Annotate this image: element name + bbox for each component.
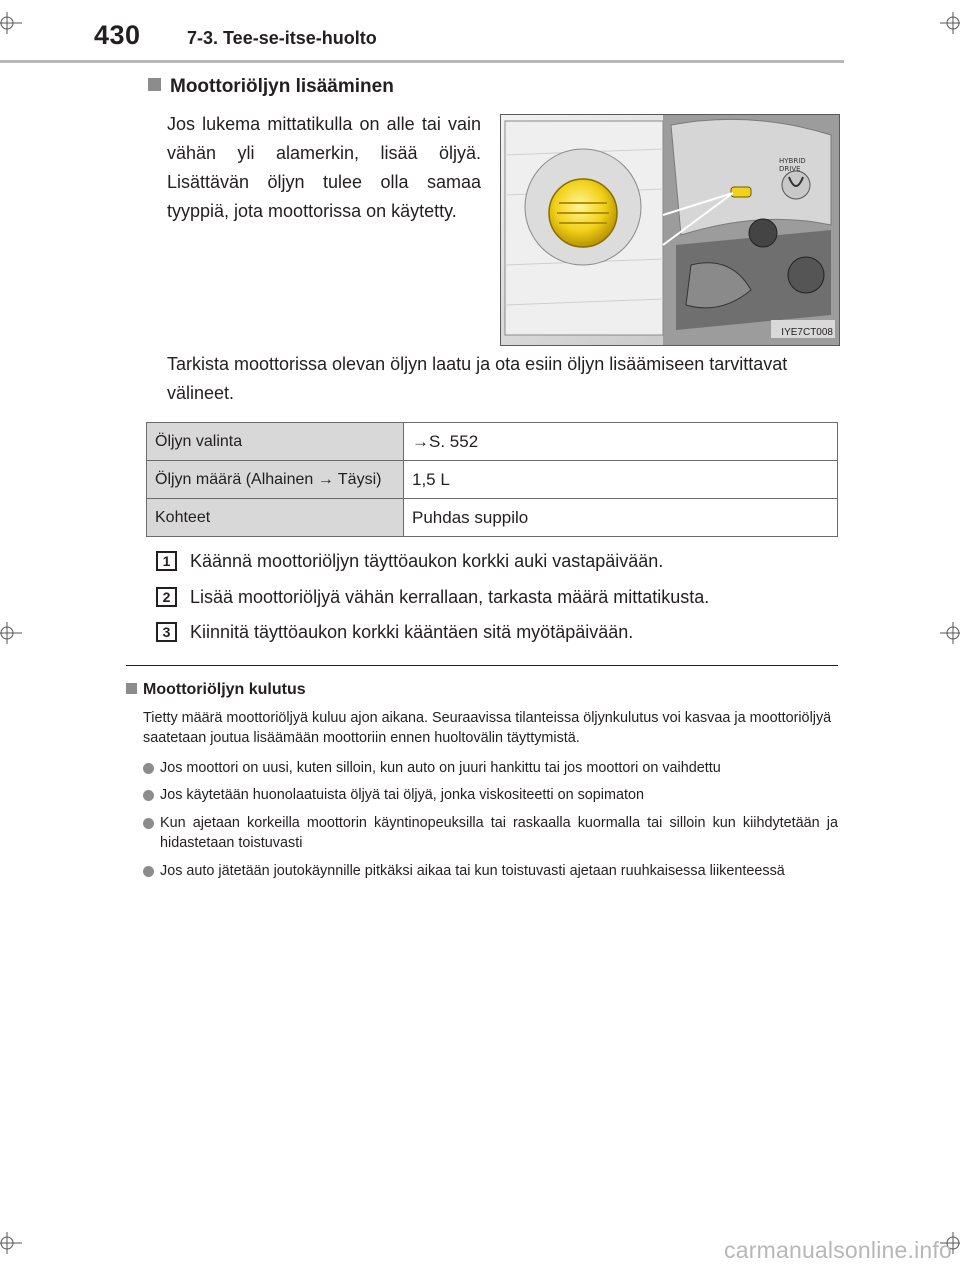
step-number: 2 [156,587,177,607]
section-title-text: Moottoriöljyn lisääminen [170,76,394,97]
table-value: 1,5 L [404,461,838,499]
bullet-dot-icon [143,866,154,877]
list-item-text: Jos auto jätetään joutokäynnille pitkäksi aikaa tai kun toistuvasti ajetaan ruuhkaisessa liikenteessä [160,863,785,879]
bullet-dot-icon [143,818,154,829]
svg-text:DRIVE: DRIVE [779,165,801,173]
spec-table [146,422,838,537]
list-item-text: Kun ajetaan korkeilla moottorin käyntinopeuksilla tai raskaalla kuormalla tai silloin kun kiihdytetään ja hidastetaan toistuvasti [160,815,838,851]
page-number: 430 [94,20,141,50]
step-text: Käännä moottoriöljyn täyttöaukon korkki auki vastapäivään. [190,551,664,571]
square-bullet-icon [126,683,137,694]
check-paragraph: Tarkista moottorissa olevan öljyn laatu ja ota esiin öljyn lisäämiseen tarvittavat välineet. [167,354,788,403]
list-item [143,785,838,805]
note-title [126,681,306,699]
crop-mark-icon [0,622,22,644]
section-divider [126,665,838,666]
bullet-dot-icon [143,763,154,774]
step-item [156,551,663,572]
watermark: carmanualsonline.info [724,1237,952,1263]
svg-text:HYBRID: HYBRID [779,157,806,165]
crop-mark-icon [940,12,960,34]
table-row [147,423,838,461]
table-label: Öljyn valinta [147,423,404,461]
header-rule [0,60,844,63]
oil-cap-figure [500,114,840,346]
step-number: 3 [156,622,177,642]
crop-mark-icon [0,12,22,34]
note-title-text: Moottoriöljyn kulutus [143,681,306,698]
table-value: Puhdas suppilo [404,499,838,537]
step-number: 1 [156,551,177,571]
figure-code: IYE7CT008 [781,327,833,338]
chapter-title: 7-3. Tee-se-itse-huolto [187,28,377,48]
table-row [147,461,838,499]
table-row [147,499,838,537]
square-bullet-icon [148,78,161,91]
list-item-text: Jos moottori on uusi, kuten silloin, kun auto on juuri hankittu tai jos moottori on vaihdettu [160,760,721,776]
list-item [143,813,838,853]
list-item [143,861,838,881]
table-value: →S. 552 [404,423,838,461]
note-body: Tietty määrä moottoriöljyä kuluu ajon aikana. Seuraavissa tilanteissa öljynkulutus voi kasvaa ja moottoriöljyä saatetaan joutua lisäämään moottoriin ennen huoltovälin täyttymistä. [143,710,832,746]
bullet-dot-icon [143,790,154,801]
step-item [156,587,709,608]
list-item [143,758,838,778]
step-text: Kiinnitä täyttöaukon korkki kääntäen sitä myötäpäivään. [190,622,634,642]
crop-mark-icon [0,1232,22,1254]
engine-illustration-icon [501,115,839,345]
step-text: Lisää moottoriöljyä vähän kerrallaan, tarkasta määrä mittatikusta. [190,587,710,607]
section-title [148,76,394,98]
table-label: Kohteet [147,499,404,537]
crop-mark-icon [940,622,960,644]
table-label: Öljyn määrä (Alhainen → Täysi) [147,461,404,499]
intro-paragraph: Jos lukema mittatikulla on alle tai vain vähän yli alamerkin, lisää öljyä. Lisättävän öljyn tulee olla samaa tyyppiä, jota moottorissa on käytetty. [167,114,481,221]
list-item-text: Jos käytetään huonolaatuista öljyä tai öljyä, jonka viskositeetti on sopimaton [160,787,644,803]
step-item [156,622,633,643]
